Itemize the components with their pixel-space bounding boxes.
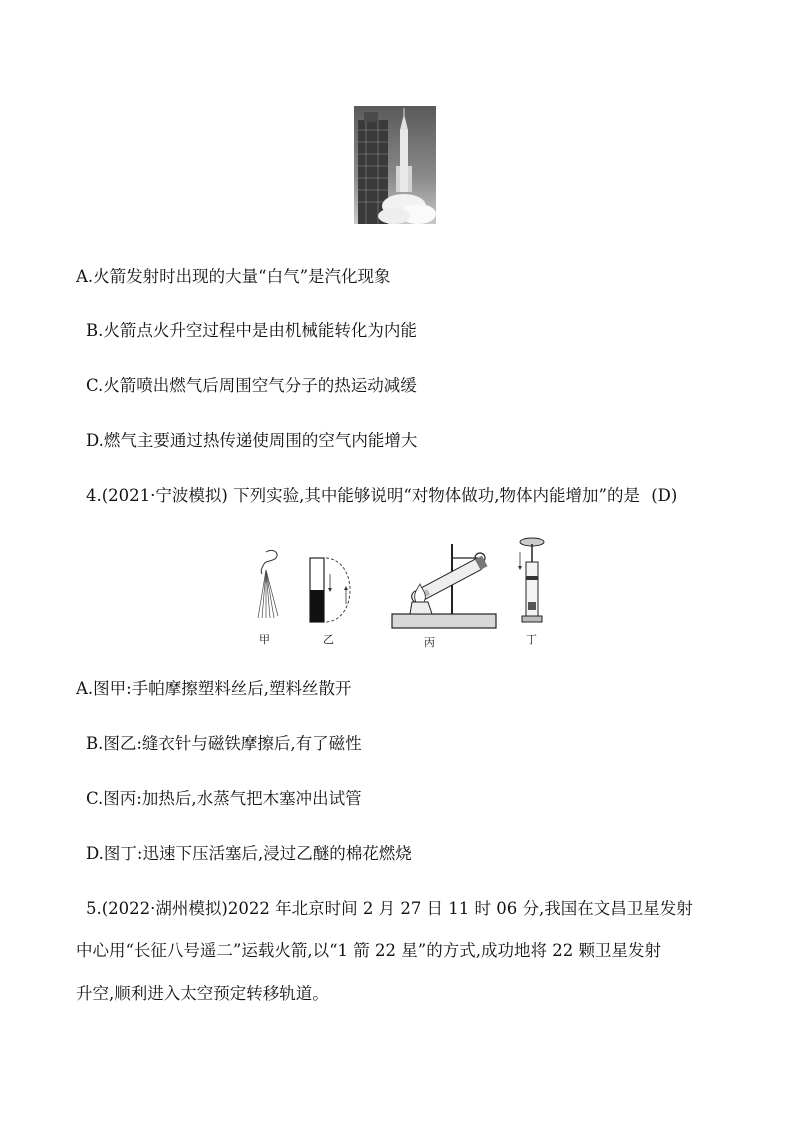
figure-label-bing: 丙 — [424, 636, 435, 649]
figure-ding — [514, 536, 550, 626]
q3-option-a: A.火箭发射时出现的大量“白气”是汽化现象 — [76, 267, 391, 286]
q5-line-2: 中心用“长征八号遥二”运载火箭,以“1 箭 22 星”的方式,成功地将 22 颗卫星发射 — [76, 941, 661, 960]
figure-label-jia: 甲 — [259, 633, 270, 646]
q3-option-d: D.燃气主要通过热传递使周围的空气内能增大 — [86, 431, 418, 450]
q4-option-b: B.图乙:缝衣针与磁铁摩擦后,有了磁性 — [86, 734, 362, 753]
q4-option-c: C.图丙:加热后,水蒸气把木塞冲出试管 — [86, 789, 362, 808]
q4-answer: (D) — [651, 486, 678, 505]
figure-yi — [306, 556, 356, 628]
figure-bing — [390, 540, 498, 632]
q5-line-3: 升空,顺利进入太空预定转移轨道。 — [76, 984, 329, 1003]
q4-option-a: A.图甲:手帕摩擦塑料丝后,塑料丝散开 — [76, 679, 352, 698]
q4-option-d: D.图丁:迅速下压活塞后,浸过乙醚的棉花燃烧 — [86, 844, 412, 863]
q4-stem-text: 4.(2021·宁波模拟) 下列实验,其中能够说明“对物体做功,物体内能增加”的是 — [86, 486, 640, 505]
figure-jia — [252, 548, 288, 620]
figure-label-yi: 乙 — [323, 633, 334, 646]
q5-line-1: 5.(2022·湖州模拟)2022 年北京时间 2 月 27 日 11 时 06 分,我国在文昌卫星发射 — [86, 899, 693, 918]
q4-stem — [86, 485, 677, 507]
rocket-launch-photo — [354, 106, 436, 224]
q3-option-b: B.火箭点火升空过程中是由机械能转化为内能 — [86, 321, 417, 340]
figure-label-ding: 丁 — [526, 633, 537, 646]
q3-option-c: C.火箭喷出燃气后周围空气分子的热运动减缓 — [86, 376, 417, 395]
